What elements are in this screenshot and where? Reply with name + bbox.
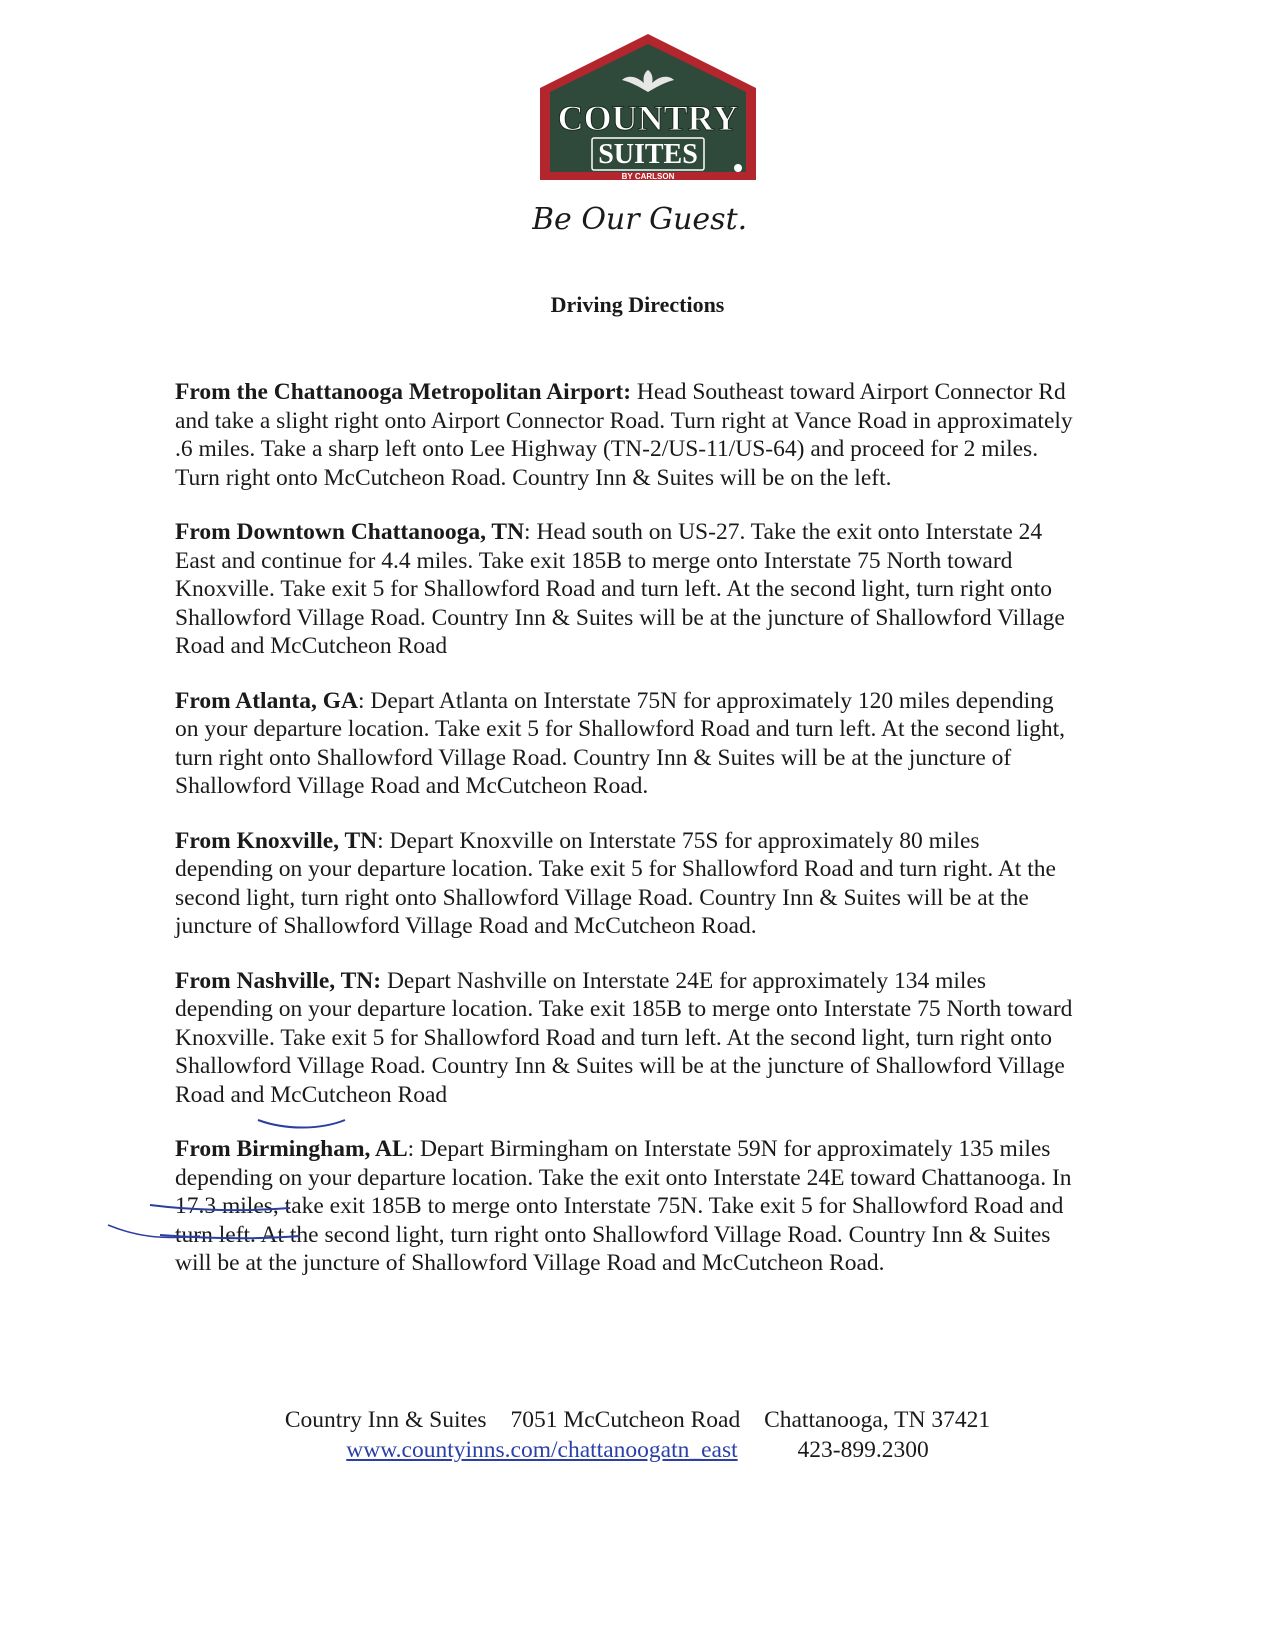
direction-atlanta — [175, 687, 1075, 801]
logo-line2: SUITES — [598, 139, 698, 170]
country-suites-logo — [528, 30, 768, 200]
city-state-zip: Chattanooga, TN 37421 — [764, 1407, 991, 1433]
direction-heading: From the Chattanooga Metropolitan Airport: — [175, 379, 632, 405]
direction-body: Head Southeast toward Airport Connector Rd and take a slight right onto Airport Connector Road. Turn right at Vance Road in approximately .6 miles. Take a sharp left onto Lee Highway (TN-2/US-11/US-64) and proceed for 2 miles. Turn right onto McCutcheon Road. Country Inn & Suites will be on the left. — [175, 379, 1073, 491]
direction-downtown — [175, 518, 1075, 661]
direction-body: : Depart Atlanta on Interstate 75N for approximately 120 miles depending on your departure location. Take exit 5 for Shallowford Road and turn left. At the second light, turn right onto Shallowford Village Road. Country Inn & Suites will be at the juncture of Shallowford Village Road and McCutcheon Road. — [175, 687, 1066, 799]
footer — [0, 1405, 1275, 1465]
logo-line3: BY CARLSON — [621, 172, 675, 181]
tagline — [532, 195, 772, 245]
logo-line1: COUNTRY — [557, 98, 739, 138]
direction-body: Depart Nashville on Interstate 24E for approximately 134 miles depending on your departure location. Take exit 185B to merge onto Interstate 75 North toward Knoxville. Take exit 5 for Shallowford Road and turn left. At the second light, turn right onto Shallowford Village Road. Country Inn & Suites will be at the juncture of Shallowford Village Road and McCutcheon Road — [175, 967, 1073, 1108]
direction-birmingham — [175, 1135, 1075, 1278]
direction-airport — [175, 378, 1075, 492]
direction-nashville — [175, 967, 1075, 1110]
direction-heading: From Nashville, TN: — [175, 967, 382, 994]
street-address: 7051 McCutcheon Road — [510, 1407, 741, 1433]
direction-body: : Depart Birmingham on Interstate 59N for approximately 135 miles depending on your departure location. Take the exit onto Interstate 24E toward Chattanooga. In 17.3 miles, take exit 185B to merge onto Interstate 75N. Take exit 5 for Shallowford Road and turn left. At the second light, turn right onto Shallowford Village Road. Country Inn & Suites will be at the juncture of Shallowford Village Road and McCutcheon Road. — [175, 1136, 1072, 1276]
tagline-text: Be Our Guest. — [532, 202, 748, 237]
phone-number: 423-899.2300 — [797, 1437, 929, 1463]
logo-graphic — [528, 30, 768, 200]
footer-contact-row — [0, 1435, 1275, 1465]
page-title: Driving Directions — [550, 292, 725, 317]
footer-address-row — [0, 1405, 1275, 1435]
direction-body: : Head south on US-27. Take the exit onto Interstate 24 East and continue for 4.4 miles. Take exit 185B to merge onto Interstate 75 North toward Knoxville. Take exit 5 for Shallowford Road and turn left. At the second light, turn right onto Shallowford Village Road. Country Inn & Suites will be at the juncture of Shallowford Village Road and McCutcheon Road — [175, 519, 1065, 659]
direction-knoxville — [175, 827, 1075, 941]
direction-heading: From Atlanta, GA — [175, 687, 358, 714]
direction-body: : Depart Knoxville on Interstate 75S for approximately 80 miles depending on your departure location. Take exit 5 for Shallowford Road and turn right. At the second light, turn right onto Shallowford Village Road. Country Inn & Suites will be at the juncture of Shallowford Village Road and McCutcheon Road. — [175, 827, 1056, 939]
direction-heading: From Birmingham, AL — [175, 1136, 408, 1162]
registered-mark-icon — [734, 164, 742, 172]
hotel-name: Country Inn & Suites — [284, 1407, 487, 1433]
direction-heading: From Downtown Chattanooga, TN — [175, 519, 525, 545]
website-link[interactable]: www.countyinns.com/chattanoogatn_east — [346, 1437, 738, 1463]
tagline-graphic — [532, 195, 772, 245]
directions-list — [175, 378, 1075, 1304]
direction-heading: From Knoxville, TN — [175, 827, 378, 854]
